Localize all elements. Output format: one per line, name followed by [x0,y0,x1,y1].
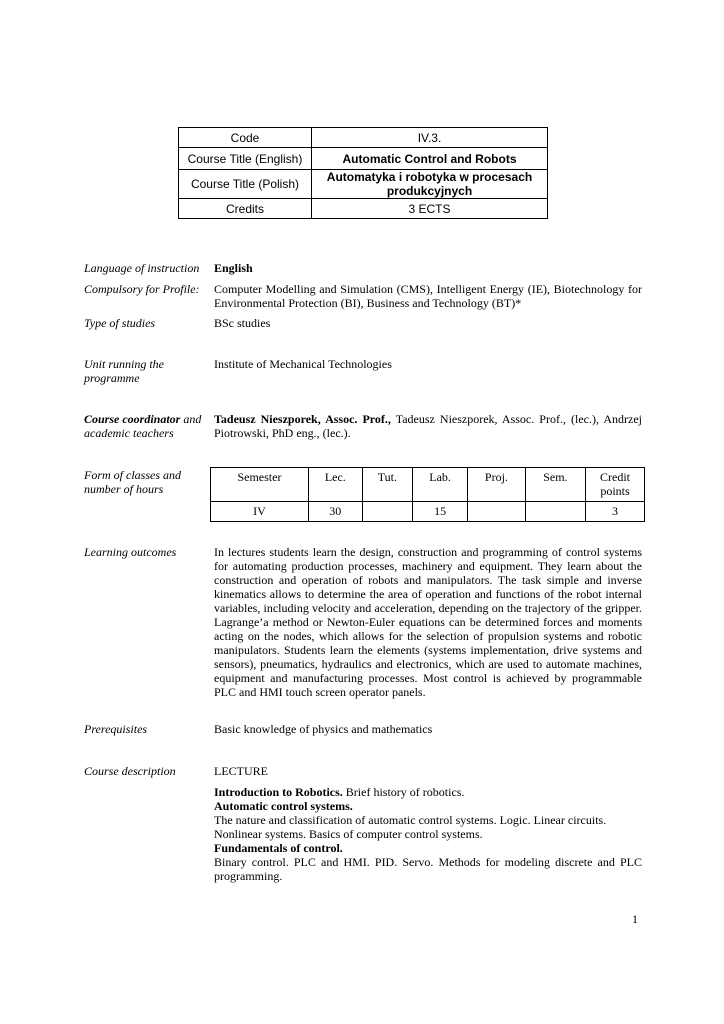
cell-semester: IV [211,502,309,522]
cell-sem [525,502,585,522]
fundamentals-text: Binary control. PLC and HMI. PID. Servo. Methods for modeling discrete and PLC programming. [214,855,642,883]
acs-title: Automatic control systems. [214,799,353,813]
unit-label: Unit running the programme [84,357,164,385]
coordinator-teachers: Tadeusz Nieszporek, Assoc. Prof., (lec.), Andrzej Piotrowski, PhD eng., (lec.). [214,412,642,440]
language-label: Language of instruction [84,261,200,275]
table-row [179,170,548,199]
header-proj: Proj. [468,468,526,502]
acs-line-2: Nonlinear systems. Basics of computer control systems. [214,827,483,841]
title-polish-value: Automatyka i robotyka w procesach produkcyjnych [312,170,548,199]
unit-value: Institute of Mechanical Technologies [214,357,392,371]
coordinator-label-bold: Course coordinator [84,412,181,426]
cell-proj [468,502,526,522]
table-row [179,128,548,148]
header-lab: Lab. [413,468,468,502]
table-row [179,148,548,170]
description-label: Course description [84,764,176,778]
header-sem: Sem. [525,468,585,502]
prerequisites-label: Prerequisites [84,722,148,736]
coordinator-label [84,412,206,440]
acs-line-1: The nature and classification of automatic control systems. Logic. Linear circuits. [214,813,607,827]
cell-lec: 30 [308,502,362,522]
credits-label: Credits [179,199,312,219]
coordinator-value [214,412,642,440]
title-english-label: Course Title (English) [179,148,312,170]
language-value: English [214,261,253,275]
title-polish-label: Course Title (Polish) [179,170,312,199]
table-row [211,502,645,522]
header-semester: Semester [211,468,309,502]
lecture-heading: LECTURE [214,764,268,778]
cell-lab: 15 [413,502,468,522]
cell-credit-points: 3 [586,502,645,522]
intro-robotics-text: Brief history of robotics. [342,785,465,799]
hours-table [210,467,645,522]
intro-robotics [214,785,642,799]
type-label: Type of studies [84,316,156,330]
profile-value: Computer Modelling and Simulation (CMS), Intelligent Energy (IE), Biotechnology for Environmental Protection (BI), Business and Technology (BT)* [214,282,642,310]
coordinator-name: Tadeusz Nieszporek, Assoc. Prof., [214,412,391,426]
header-lec: Lec. [308,468,362,502]
prerequisites-value: Basic knowledge of physics and mathematics [214,722,433,736]
profile-label: Compulsory for Profile: [84,282,200,296]
header-tut: Tut. [362,468,412,502]
coordinator-label-rest: and academic teachers [84,412,202,440]
course-info-table [178,127,548,219]
cell-tut [362,502,412,522]
outcomes-label: Learning outcomes [84,545,177,559]
code-value: IV.3. [312,128,548,148]
title-english-value: Automatic Control and Robots [312,148,548,170]
fundamentals-title: Fundamentals of control. [214,841,343,855]
description-content [214,764,642,883]
intro-robotics-title: Introduction to Robotics. [214,785,343,799]
table-row [179,199,548,219]
table-row [211,468,645,502]
credits-value: 3 ECTS [312,199,548,219]
form-label: Form of classes and number of hours [84,468,181,496]
code-label: Code [179,128,312,148]
header-credit-points: Credit points [586,468,645,502]
page-number: 1 [632,912,638,926]
type-value: BSc studies [214,316,271,330]
outcomes-value: In lectures students learn the design, construction and programming of control systems for automating production processes, machinery and equipment. They learn about the construction and operation of robots and manipulators. The task simple and inverse kinematics allows to determine the area of operation and functions of the robot internal variables, including velocity and acceleration, depending on the trajectory of the gripper. Lagrange’a method or Newton-Euler equations can be determined forces and moments acting on the nodes, which allows for the selection of propulsion systems and robotic manipulators. Students learn the elements (systems implementation, drive systems and sensors), pneumatics, hydraulics and electronics, which are used to automate machines, equipment and manufacturing processes. Most control is achieved by programmable PLC and HMI touch screen operator panels. [214,545,642,699]
